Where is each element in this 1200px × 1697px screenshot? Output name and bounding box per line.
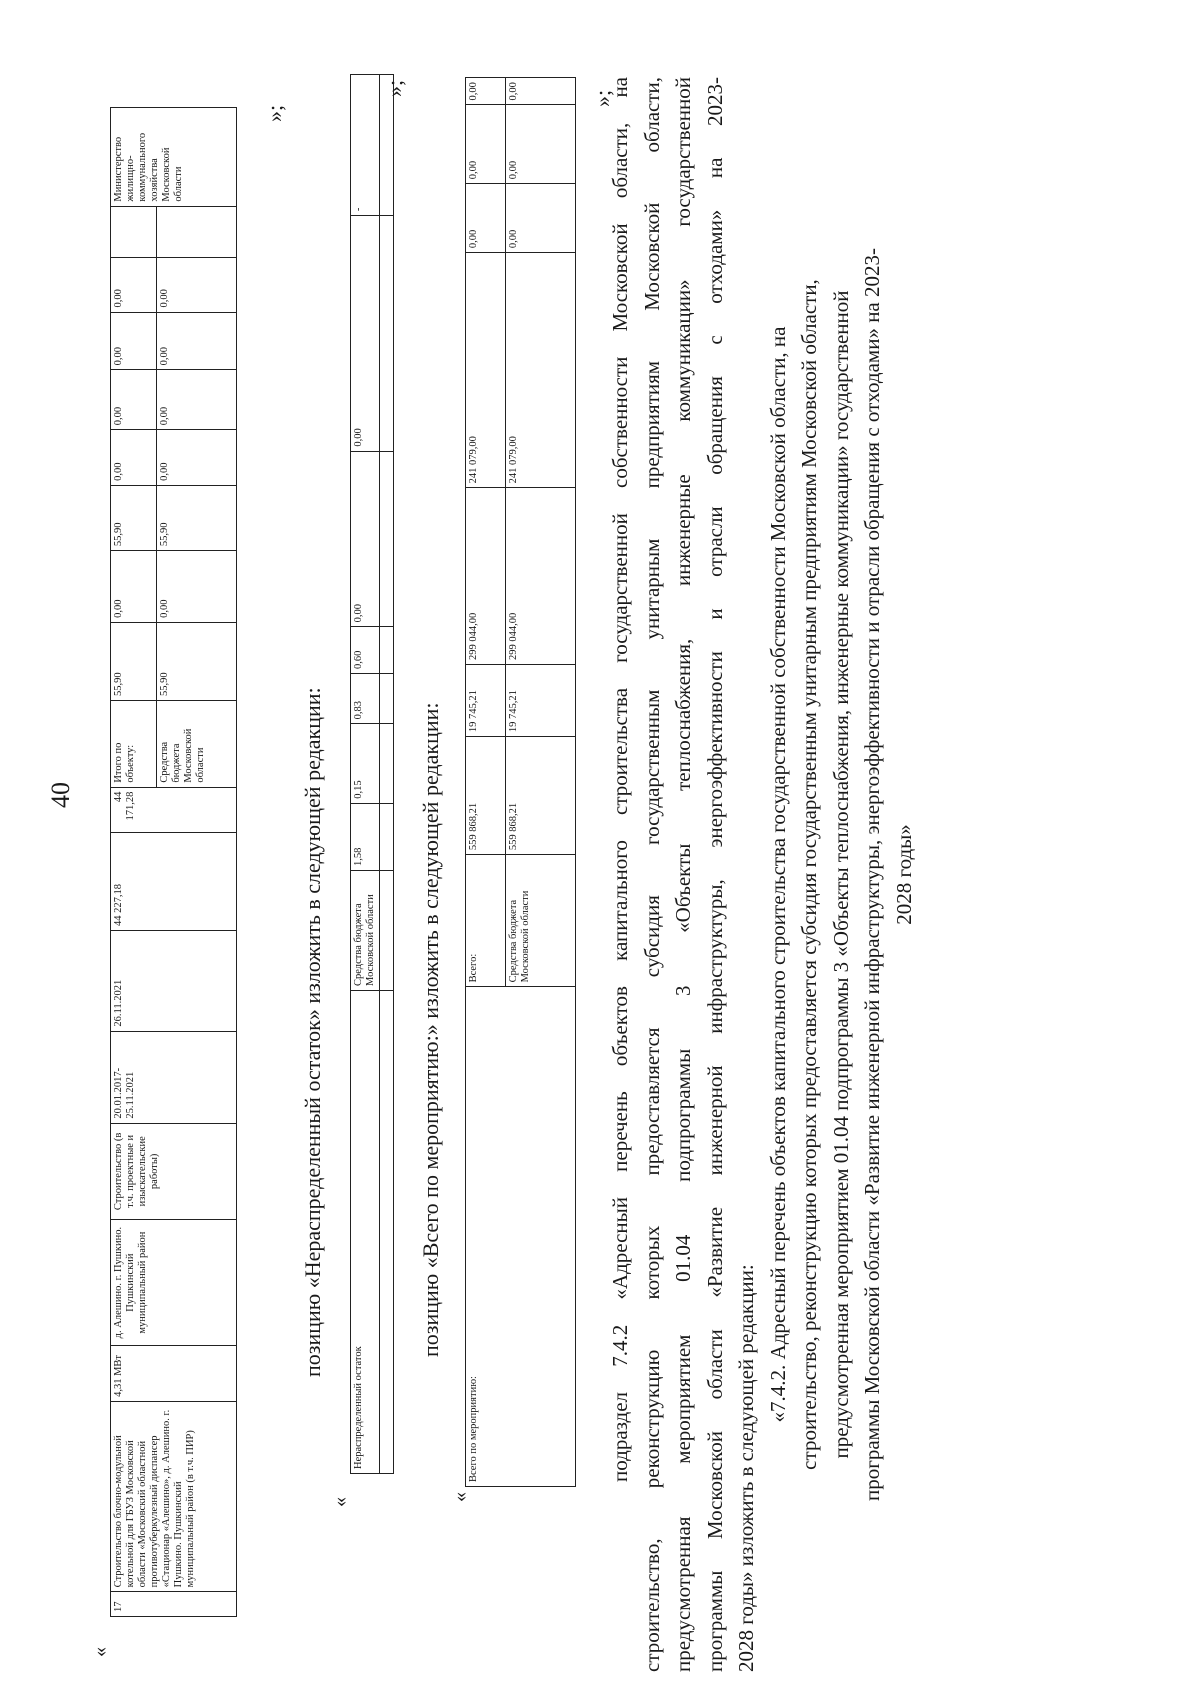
paragraph-line: строительство, реконструкцию которых предоставляется субсидия государственным унитарным предприятиям Московской области, [639,77,664,1672]
object-source-v6: 0,00 [157,312,237,370]
lead-total: позицию «Всего по мероприятию:» изложить в следующей редакции: [418,702,443,1357]
residual-label: Нераспределенный остаток [351,990,380,1473]
object-total-v2: 0,00 [111,551,157,623]
object-total-label: Итого по объекту: [111,700,157,787]
residual-v4: 0,60 [351,627,380,674]
residual-v1: 1,58 [351,803,380,870]
object-source-v3: 55,90 [157,485,237,550]
open-quote-1: « [89,1647,111,1657]
page-number: 40 [46,782,75,808]
paragraph-line: предусмотренная мероприятием 01.04 подпрограммы 3 «Объекты теплоснабжения, инженерные коммуникации» государственной [828,290,853,1459]
paragraph-line: подраздел 7.4.2 «Адресный перечень объектов капитального строительства государственной собственности Московской области, на [608,77,632,1482]
residual-v2: 0,15 [351,724,380,803]
rotated-content [0,77,1130,1697]
residual-v6: 0,00 [351,216,380,452]
total-all-label: Всего: [466,855,506,987]
object-source-label: Средства бюджета Московской области [157,700,237,787]
close-quote-1: »; [262,104,287,122]
total-v3: 299 044,00 [466,488,506,665]
paragraph-line: программы Московской области «Развитие инженерной инфраструктуры, энергоэффективности и отрасли обращения с отходами» на 2023- [702,77,727,1672]
lead-residual: позицию «Нераспределенный остаток» изложить в следующей редакции: [300,687,325,1377]
close-quote-3: »; [590,89,615,107]
object-work-type: Строительство (в т.ч. проектные и изыскательские работы) [111,1123,237,1219]
object-location: д. Алешино. г. Пушкино. Пушкинский муниципальный район [111,1219,237,1345]
paragraph-line: программы Московской области «Развитие инженерной инфраструктуры, энергоэффективности и отрасли обращения с отходами» на 2023- [860,248,884,1502]
object-commission-date: 26.11.2021 [111,931,237,1032]
total-v6: 0,00 [466,105,506,184]
residual-cell [380,724,394,803]
paragraph-line: предусмотренная мероприятием 01.04 подпрограммы 3 «Объекты теплоснабжения, инженерные коммуникации» государственной [671,77,695,1672]
object-total-v3: 55,90 [111,485,157,550]
object-total-v7: 0,00 [111,257,157,312]
object-name: Строительство блочно-модульной котельной для ГБУЗ Московской области «Московский областной противотуберкулезный диспансер «Стационар «Алешино», д. Алешино. г. Пушкино. Пушкинский муниципальный район (в т.ч. ПИР) [111,1401,237,1591]
residual-cell [380,216,394,452]
object-source-v4: 0,00 [157,430,237,486]
open-quote-3: « [449,1492,471,1502]
object-total-empty [111,206,157,257]
residual-cell [380,673,394,723]
close-quote-2: »; [382,79,407,97]
residual-cell [380,627,394,674]
object-number: 17 [111,1592,237,1617]
paragraph-line: «7.4.2. Адресный перечень объектов капитального строительства государственной собственности Московской области, на [765,326,790,1423]
object-total-v4: 0,00 [111,430,157,486]
object-customer: Министерство жилищно-коммунального хозяйства Московской области [111,108,237,207]
residual-cell [380,870,394,990]
open-quote-2: « [329,1497,351,1507]
total-v1: 559 868,21 [466,737,506,855]
residual-v5: 0,00 [351,451,380,627]
object-table [110,107,237,1617]
paragraph-line: 2028 годы» [891,824,916,925]
total-source-v4: 241 079,00 [506,253,576,488]
paragraph-line: 2028 годы» изложить в следующей редакции: [734,1264,758,1672]
object-source-v7: 0,00 [157,257,237,312]
total-source-v1: 559 868,21 [506,737,576,855]
residual-source: Средства бюджета Московской области [351,870,380,990]
object-period: 20.01.2017-25.11.2021 [111,1031,237,1123]
total-label: Всего по мероприятию: [466,987,576,1487]
object-source-v5: 0,00 [157,370,237,430]
total-source-v2: 19 745,21 [506,664,576,736]
object-total-v5: 0,00 [111,370,157,430]
total-source-label: Средства бюджета Московской области [506,855,576,987]
paragraph-line: строительство, реконструкцию которых предоставляется субсидия государственным унитарным предприятиям Московской области, [797,279,821,1470]
residual-v3: 0,83 [351,673,380,723]
total-source-v7: 0,00 [506,78,576,105]
residual-table [350,74,394,1474]
total-v4: 241 079,00 [466,253,506,488]
object-total-v1: 55,90 [111,622,157,700]
object-capacity: 4,31 МВт [111,1346,237,1402]
total-v2: 19 745,21 [466,664,506,736]
residual-dash: - [351,75,380,216]
object-cost: 44 227,18 [111,832,237,930]
object-source-v1: 55,90 [157,622,237,700]
total-v7: 0,00 [466,78,506,105]
object-total-v6: 0,00 [111,312,157,370]
total-source-v3: 299 044,00 [506,488,576,665]
object-source-v2: 0,00 [157,551,237,623]
object-source-empty [157,206,237,257]
total-source-v5: 0,00 [506,184,576,253]
section-paragraph [605,77,920,1672]
total-source-v6: 0,00 [506,105,576,184]
residual-cell [380,451,394,627]
total-v5: 0,00 [466,184,506,253]
total-table [465,77,576,1487]
residual-cell [380,803,394,870]
residual-cell [380,990,394,1473]
object-financed: 44 171,28 [111,787,237,832]
